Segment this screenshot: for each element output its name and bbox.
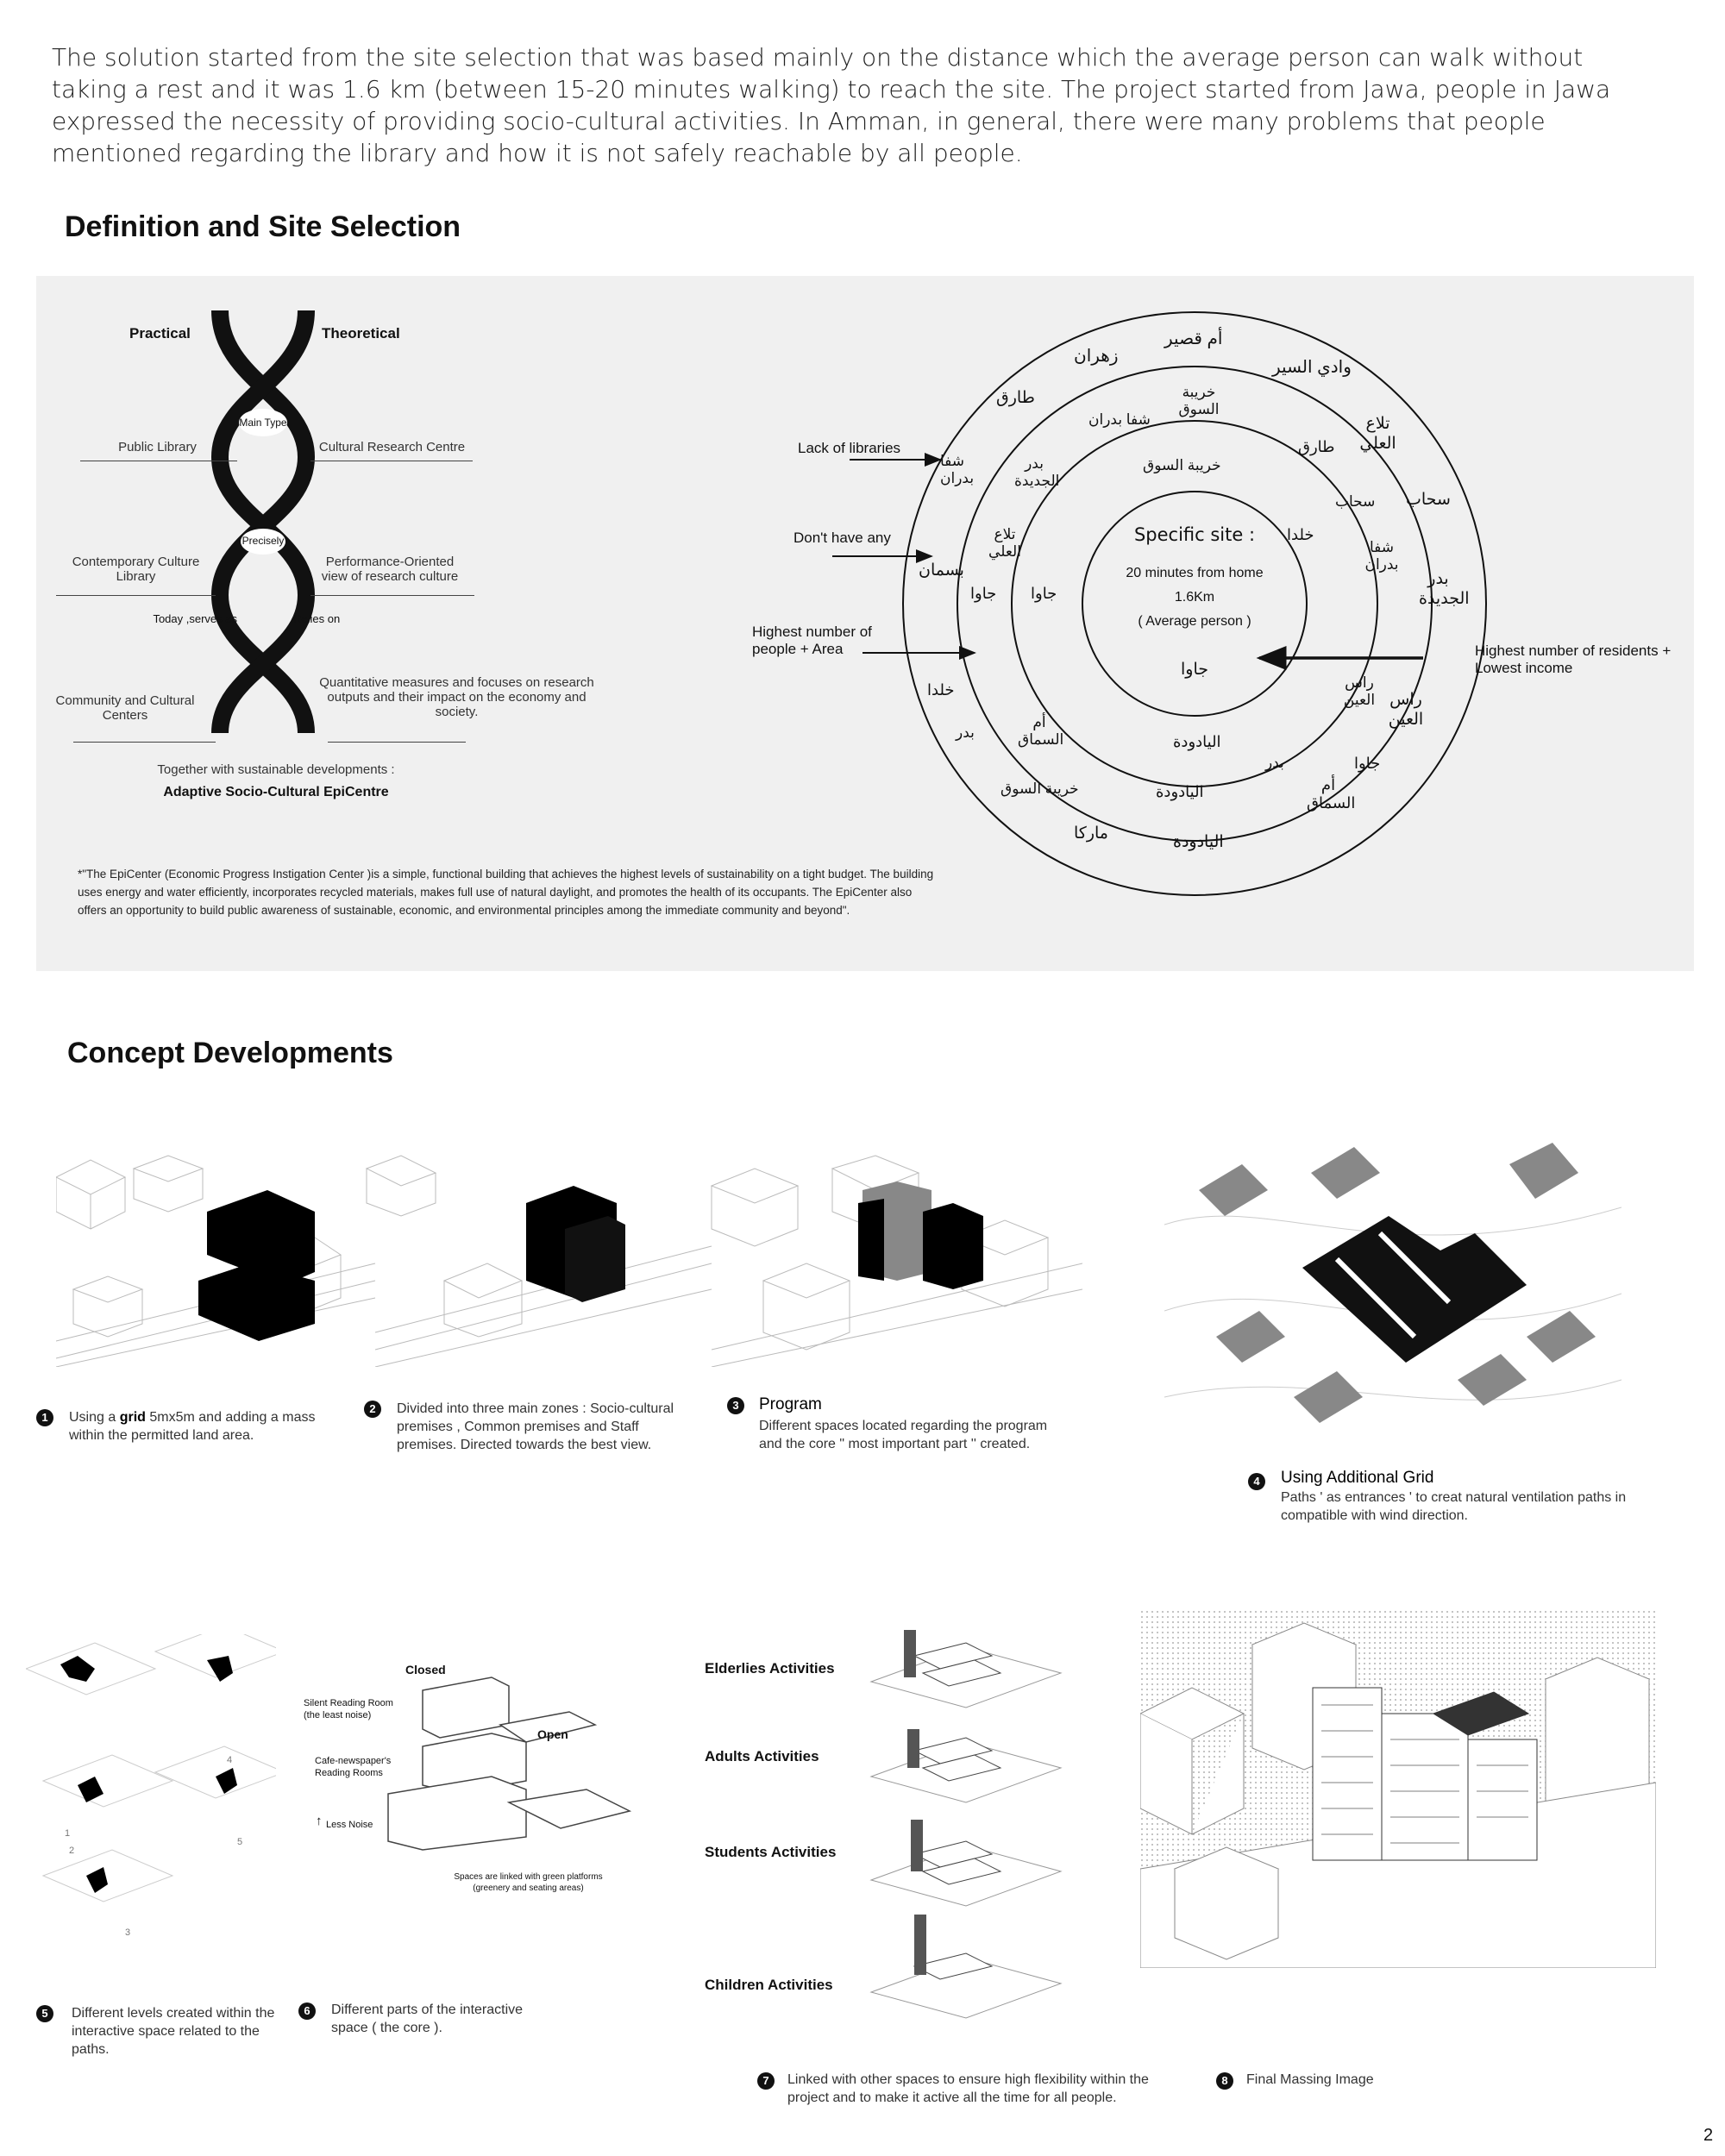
step-number: 7 xyxy=(757,2072,775,2090)
step-4-title: Using Additional Grid xyxy=(1281,1469,1434,1487)
main-type-label: Main Type xyxy=(239,417,287,429)
district-label: زهران xyxy=(1074,347,1119,366)
quantitative-measures-label: Quantitative measures and focuses on research outputs and their impact on the economy and society. xyxy=(319,675,594,719)
step-5-text: Different levels created within the interactive space related to the paths. xyxy=(72,2006,275,2057)
district-label: ماركا xyxy=(1074,824,1108,843)
today-serves-label: Today ,serves as xyxy=(153,612,237,625)
levels-illustration xyxy=(26,1634,276,1936)
up-arrow-icon: ↑ xyxy=(316,1814,323,1828)
step-2-text: Divided into three main zones : Socio-cultural premises , Common premises and Staff premises. Directed towards the best view. xyxy=(397,1401,674,1452)
district-label: خريبة السوق xyxy=(1000,780,1079,797)
level-number: 3 xyxy=(125,1927,131,1938)
district-label: بدر xyxy=(1265,755,1284,771)
closed-label: Closed xyxy=(405,1663,446,1677)
district-label: خريبة السوق xyxy=(1143,457,1221,473)
district-label: جاوا xyxy=(1031,585,1057,602)
step-8-text: Final Massing Image xyxy=(1246,2072,1374,2087)
together-label: Together with sustainable developments : xyxy=(157,762,395,777)
district-label: سحاب xyxy=(1406,491,1451,509)
epicenter-footnote: *"The EpiCenter (Economic Progress Instigation Center )is a simple, functional building that achieves the highest levels of sustainability on a tight budget. The building uses energy and water efficiently, incorporates recycled materials, makes full use of natural daylight, and promotes the health of its occupants. The EpiCenter also offers an opportunity to build public awareness of sustainable, economic, and environmental principles among the immediate community and beyond". xyxy=(78,868,934,917)
step-number: 5 xyxy=(36,2005,53,2022)
activity-label: Students Activities xyxy=(705,1844,837,1860)
level-number: 1 xyxy=(65,1828,71,1839)
level-number: 4 xyxy=(227,1755,233,1765)
site-average-person: ( Average person ) xyxy=(1138,614,1251,629)
divider xyxy=(328,742,466,743)
district-label: خلدا xyxy=(927,681,955,699)
step-1-text: Using a grid 5mx5m and adding a mass within the permitted land area. xyxy=(69,1410,316,1443)
core-zones-illustration xyxy=(371,1673,681,1854)
district-label: تلاع العلي xyxy=(1359,415,1396,453)
district-label: بدر الجديدة xyxy=(1014,455,1060,489)
specific-site-title: Specific site : xyxy=(1133,524,1256,545)
district-label: طارق xyxy=(1298,438,1335,455)
massing-steps-illustration xyxy=(56,1151,1082,1367)
site-center-name: جاوا xyxy=(1181,661,1208,679)
district-label: شفا بدران xyxy=(940,453,975,486)
district-label: وادي السير xyxy=(1272,358,1352,377)
step-3-title: Program xyxy=(759,1395,822,1413)
district-label: بدر xyxy=(956,724,975,741)
activity-label: Children Activities xyxy=(705,1977,833,1993)
district-label: أم السماق xyxy=(1307,776,1356,812)
step-6-text: Different parts of the interactive space ( the core ). xyxy=(331,2002,524,2035)
step-number: 3 xyxy=(727,1397,744,1414)
district-label: راس العين xyxy=(1343,674,1376,708)
cultural-research-label: Cultural Research Centre xyxy=(318,440,466,454)
district-label: راس العين xyxy=(1388,691,1424,729)
step-4-text: Paths ' as entrances ' to creat natural ventilation paths in compatible with wind direction. xyxy=(1281,1490,1627,1523)
district-label: أم السماق xyxy=(1018,714,1064,748)
community-centers-label: Community and Cultural Centers xyxy=(55,693,195,723)
section-title-concept: Concept Developments xyxy=(67,1037,393,1069)
practical-heading: Practical xyxy=(129,325,191,342)
level-number: 2 xyxy=(69,1846,75,1856)
district-label: شفا بدران xyxy=(1364,539,1399,573)
step-number: 4 xyxy=(1248,1473,1265,1490)
district-label: بسمان xyxy=(919,561,964,580)
district-label: شفا بدران xyxy=(1088,411,1151,428)
district-label: تلاع العلي xyxy=(988,526,1021,560)
final-massing-image xyxy=(1140,1610,1656,1968)
activities-illustration xyxy=(862,1621,1070,2027)
district-label: اليادودة xyxy=(1173,833,1224,851)
green-platforms-label: Spaces are linked with green platforms (greenery and seating areas) xyxy=(454,1872,603,1893)
dont-have-any-label: Don't have any xyxy=(794,530,891,546)
district-label: جاوا xyxy=(1354,755,1381,772)
adaptive-epicentre-label: Adaptive Socio-Cultural EpiCentre xyxy=(163,785,389,799)
divider xyxy=(73,742,216,743)
silent-reading-label: Silent Reading Room (the least noise) xyxy=(304,1698,393,1720)
step-number: 8 xyxy=(1216,2072,1233,2090)
divider xyxy=(310,595,474,596)
district-label: اليادودة xyxy=(1156,783,1204,800)
less-noise-label: Less Noise xyxy=(326,1820,373,1830)
level-number: 5 xyxy=(237,1837,243,1847)
cafe-reading-label: Cafe-newspaper's Reading Rooms xyxy=(315,1756,392,1778)
highest-people-label: Highest number of people + Area xyxy=(752,624,872,657)
performance-view-label: Performance-Oriented view of research culture xyxy=(321,555,459,584)
district-label: بدر الجديدة xyxy=(1419,570,1470,608)
lack-of-libraries-label: Lack of libraries xyxy=(798,440,901,456)
district-label: خريبة السوق xyxy=(1178,384,1220,417)
district-label: طارق xyxy=(996,389,1035,407)
step-7-text: Linked with other spaces to ensure high flexibility within the project and to make it active all the time for all people. xyxy=(787,2072,1149,2105)
site-distance-km: 1.6Km xyxy=(1174,590,1215,605)
section-title-definition: Definition and Site Selection xyxy=(65,210,461,243)
additional-grid-illustration xyxy=(1164,1138,1622,1445)
intro-paragraph: The solution started from the site selection that was based mainly on the distance which the average person can walk without taking a rest and it was 1.6 km (between 15-20 minutes walking) to reach the site. The project started from Jawa, people in Jawa expressed the necessity of providing socio-cultural activities. In Amman, in general, there were many problems that people mentioned regarding the library and how it is not safely reachable by all people. xyxy=(52,43,1611,167)
step-number: 6 xyxy=(298,2002,316,2020)
highest-residents-label: Highest number of residents + Lowest income xyxy=(1475,642,1672,676)
step-3-text: Different spaces located regarding the program and the core " most important part '' created. xyxy=(759,1419,1048,1451)
district-label: جاوا xyxy=(970,585,997,602)
relies-on-label: Relies on xyxy=(293,612,341,625)
site-distance-time: 20 minutes from home xyxy=(1126,566,1264,580)
dna-helix-diagram xyxy=(207,310,319,742)
activity-label: Adults Activities xyxy=(705,1748,819,1764)
precisely-label: Precisely xyxy=(242,535,285,547)
district-label: سحاب xyxy=(1335,493,1376,510)
page-number: 2 xyxy=(1703,2126,1714,2145)
step-number: 1 xyxy=(36,1409,53,1426)
divider xyxy=(56,595,216,596)
district-label: خلدا xyxy=(1287,526,1314,543)
district-label: أم قصير xyxy=(1164,329,1223,348)
theoretical-heading: Theoretical xyxy=(322,325,400,342)
step-number: 2 xyxy=(364,1401,381,1418)
district-label: اليادودة xyxy=(1173,733,1221,750)
open-label: Open xyxy=(537,1727,568,1741)
activity-label: Elderlies Activities xyxy=(705,1660,835,1677)
contemporary-library-label: Contemporary Culture Library xyxy=(72,555,200,584)
public-library-label: Public Library xyxy=(118,440,197,454)
